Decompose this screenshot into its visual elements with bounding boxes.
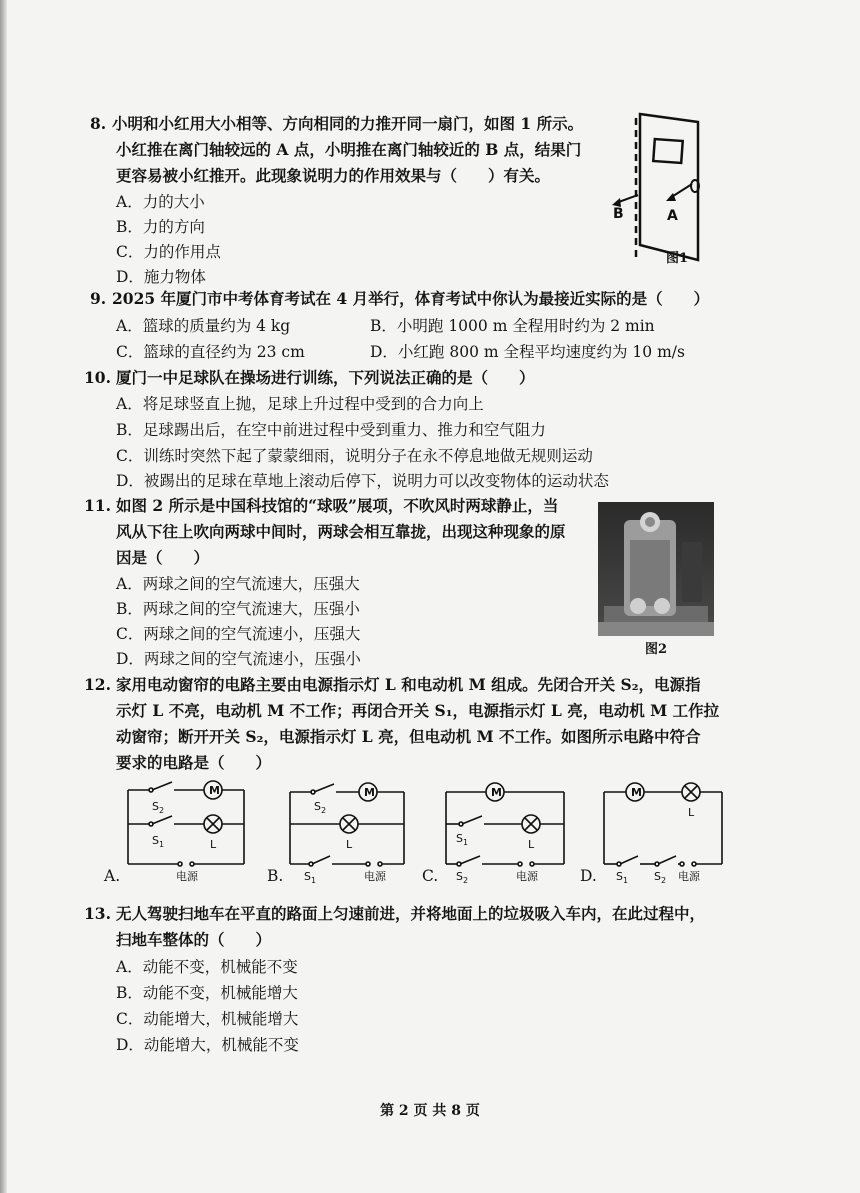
question-11-option-a: A．两球之间的空气流速大，压强大 bbox=[116, 575, 360, 593]
question-10-option-a: A．将足球竖直上抛，足球上升过程中受到的合力向上 bbox=[116, 395, 484, 413]
circuit-b bbox=[282, 780, 412, 890]
question-8-option-a: A．力的大小 bbox=[116, 193, 205, 211]
figure-2-caption: 图2 bbox=[645, 642, 668, 657]
circuit-a-switch-1: $S_1$ bbox=[152, 834, 165, 849]
question-10-option-b: B．足球踢出后，在空中前进过程中受到重力、推力和空气阻力 bbox=[116, 421, 546, 439]
circuit-d-switch-1: $S_1$ bbox=[616, 870, 629, 885]
question-10-option-d: D．被踢出的足球在草地上滚动后停下，说明力可以改变物体的运动状态 bbox=[116, 472, 609, 490]
question-11-line-3: 因是（ ） bbox=[116, 548, 210, 567]
circuit-d-lamp-label: L bbox=[688, 806, 695, 819]
question-11-number: 11. bbox=[84, 496, 111, 515]
question-10-number: 10. bbox=[84, 368, 111, 387]
question-13-number: 13. bbox=[84, 904, 111, 923]
circuit-b-lamp-label: L bbox=[346, 838, 353, 851]
circuit-a-label: A. bbox=[104, 867, 121, 885]
circuit-d-motor-label: M bbox=[631, 786, 642, 799]
question-11-option-c: C．两球之间的空气流速小，压强大 bbox=[116, 625, 361, 643]
question-12-line-2: 示灯 L 不亮，电动机 M 不工作；再闭合开关 S₁，电源指示灯 L 亮，电动机 M 工作拉 bbox=[116, 701, 720, 720]
question-9-number: 9. bbox=[90, 289, 107, 308]
circuit-b-label: B. bbox=[267, 867, 284, 885]
question-11-line-2: 风从下往上吹向两球中间时，两球会相互靠拢，出现这种现象的原 bbox=[116, 522, 566, 541]
circuit-b-source-label: 电源 bbox=[364, 870, 386, 883]
circuit-a bbox=[100, 780, 250, 890]
question-9-option-c: C．篮球的直径约为 23 cm bbox=[116, 343, 305, 361]
page-footer: 第 2 页 共 8 页 bbox=[380, 1103, 480, 1119]
circuit-b-switch-2: $S_2$ bbox=[314, 800, 327, 815]
circuit-c-lamp-label: L bbox=[528, 838, 535, 851]
circuit-c-motor-label: M bbox=[491, 786, 502, 799]
circuit-b-motor-label: M bbox=[364, 786, 375, 799]
figure-1-door bbox=[600, 110, 710, 270]
question-10-option-c: C．训练时突然下起了蒙蒙细雨，说明分子在永不停息地做无规则运动 bbox=[116, 447, 593, 465]
question-12-line-3: 动窗帘；断开开关 S₂，电源指示灯 L 亮，但电动机 M 不工作。如图所示电路中符合 bbox=[116, 727, 701, 746]
question-8-line-1: 小明和小红用大小相等、方向相同的力推开同一扇门，如图 1 所示。 bbox=[112, 114, 584, 133]
question-10-stem: 厦门一中足球队在操场进行训练，下列说法正确的是（ ） bbox=[116, 368, 535, 387]
question-11-option-d: D．两球之间的空气流速小，压强小 bbox=[116, 650, 361, 668]
question-12-number: 12. bbox=[84, 675, 111, 694]
figure-1-label-b: B bbox=[613, 206, 624, 222]
circuit-a-source-label: 电源 bbox=[176, 870, 198, 883]
circuit-c bbox=[440, 780, 570, 890]
question-13-line-1: 无人驾驶扫地车在平直的路面上匀速前进，并将地面上的垃圾吸入车内，在此过程中， bbox=[116, 904, 706, 923]
question-13-option-b: B．动能不变，机械能增大 bbox=[116, 984, 298, 1002]
question-13-line-2: 扫地车整体的（ ） bbox=[116, 930, 272, 949]
circuit-a-motor-label: M bbox=[209, 784, 220, 797]
question-9-option-a: A．篮球的质量约为 4 kg bbox=[116, 317, 291, 335]
question-8-number: 8. bbox=[90, 114, 107, 133]
question-8-option-c: C．力的作用点 bbox=[116, 243, 221, 261]
question-13-option-d: D．动能增大，机械能不变 bbox=[116, 1036, 299, 1054]
circuit-c-label: C. bbox=[422, 867, 439, 885]
circuit-d bbox=[598, 780, 728, 890]
figure-1-label-a: A bbox=[667, 208, 678, 224]
question-8-option-d: D．施力物体 bbox=[116, 268, 206, 286]
circuit-d-label: D. bbox=[580, 867, 597, 885]
circuit-a-lamp-label: L bbox=[210, 838, 217, 851]
question-11-option-b: B．两球之间的空气流速大，压强小 bbox=[116, 600, 360, 618]
question-13-option-a: A．动能不变，机械能不变 bbox=[116, 958, 298, 976]
scan-edge bbox=[0, 0, 7, 1193]
figure-1-caption: 图1 bbox=[666, 251, 689, 266]
question-8-option-b: B．力的方向 bbox=[116, 218, 205, 236]
circuit-c-switch-1: $S_1$ bbox=[456, 832, 469, 847]
question-8-line-3: 更容易被小红推开。此现象说明力的作用效果与（ ）有关。 bbox=[116, 166, 551, 185]
circuit-c-source-label: 电源 bbox=[516, 870, 538, 883]
circuit-a-switch-2: $S_2$ bbox=[152, 800, 165, 815]
circuit-d-source-label: 电源 bbox=[678, 870, 700, 883]
question-12-line-1: 家用电动窗帘的电路主要由电源指示灯 L 和电动机 M 组成。先闭合开关 S₂，电源指 bbox=[116, 675, 701, 694]
circuit-c-switch-2: $S_2$ bbox=[456, 870, 469, 885]
circuit-d-switch-2: $S_2$ bbox=[654, 870, 667, 885]
question-8-line-2: 小红推在离门轴较远的 A 点，小明推在离门轴较近的 B 点，结果门 bbox=[116, 140, 582, 159]
question-9-option-b: B．小明跑 1000 m 全程用时约为 2 min bbox=[370, 317, 655, 335]
question-13-option-c: C．动能增大，机械能增大 bbox=[116, 1010, 299, 1028]
figure-2-photo bbox=[598, 502, 714, 636]
question-11-line-1: 如图 2 所示是中国科技馆的“球吸”展项，不吹风时两球静止，当 bbox=[116, 496, 559, 515]
question-9-stem: 2025 年厦门市中考体育考试在 4 月举行，体育考试中你认为最接近实际的是（ ） bbox=[112, 289, 710, 308]
question-12-line-4: 要求的电路是（ ） bbox=[116, 753, 272, 772]
question-9-option-d: D．小红跑 800 m 全程平均速度约为 10 m/s bbox=[370, 343, 685, 361]
circuit-b-switch-1: $S_1$ bbox=[304, 870, 317, 885]
